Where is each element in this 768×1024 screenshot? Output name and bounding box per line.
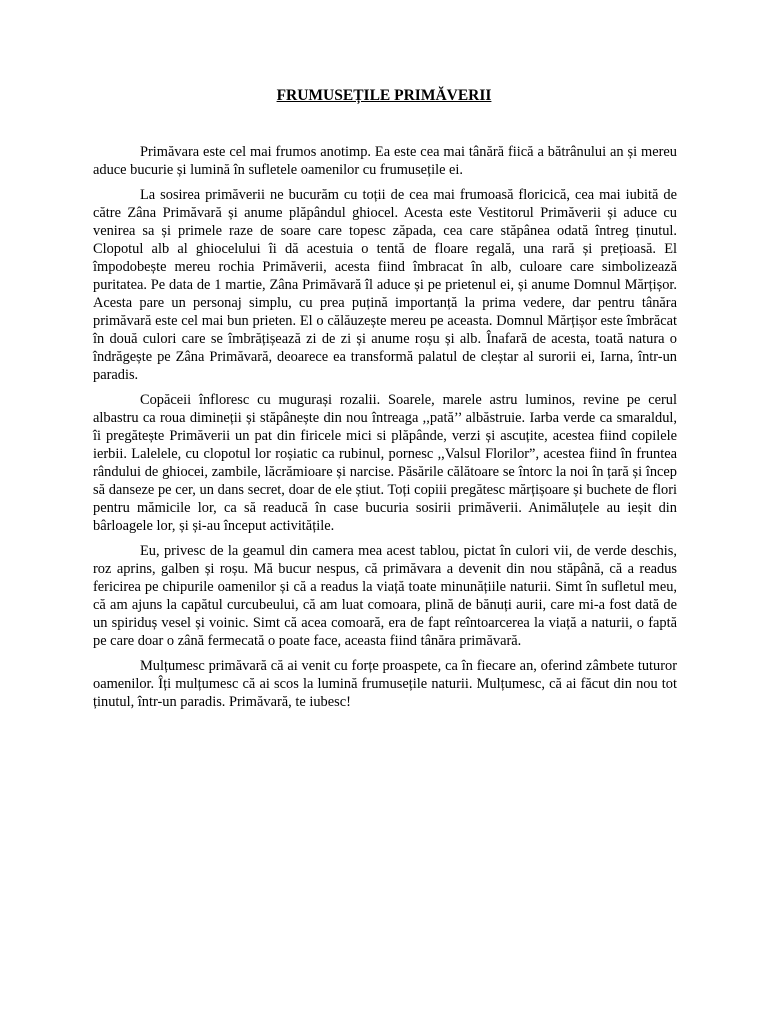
paragraph-4: Eu, privesc de la geamul din camera mea acest tablou, pictat în culori vii, de verde deschis, roz aprins, galben și roșu. Mă bucur nespus, că primăvara a devenit din nou stăpână, că a readus fericirea pe chipurile oamenilor și că a readus la viață toate minunățiile naturii. Simt în sufletul meu, că am ajuns la capătul curcubeului, că am luat comoara, plină de bănuți aurii, care mi-a fost dată de un spiriduș vesel și voinic. Simt că acea comoară, era de fapt reîntoarcerea la viață a naturii, o faptă pe care doar o zână fermecată o poate face, aceasta fiind tânăra primăvară. — [93, 543, 677, 649]
paragraph-1: Primăvara este cel mai frumos anotimp. Ea este cea mai tânără fiică a bătrânului an și mereu aduce bucurie și lumină în sufletele oamenilor cu frumusețile ei. — [93, 144, 677, 178]
paragraph-3: Copăceii înfloresc cu mugurași rozalii. Soarele, marele astru luminos, revine pe cerul albastru ca roua dimineții și stăpânește din nou întreaga ,,pată’’ albăstruie. Iarba verde ca smaraldul, îi pregătește Primăverii un pat din firicele mici si plăpânde, verzi și ascuțite, acestea fiind copilele ierbii. Lalelele, cu clopotul lor roșiatic ca rubinul, pornesc ,,Valsul Florilor”, acestea fiind în fruntea rândului de ghiocei, zambile, lăcrămioare și narcise. Păsările călătoare se întorc la noi în țară și încep să danseze pe cer, un dans secret, doar de ele știut. Toți copiii pregătesc mărțișoare și buchete de flori pentru mămicile lor, ca să readucă în case bucuria sosirii primăverii. Animăluțele au ieșit din bârloagele lor, și și-au început activitățile. — [93, 392, 677, 534]
document-body — [93, 143, 677, 718]
document-title: FRUMUSEȚILE PRIMĂVERII — [276, 87, 492, 104]
paragraph-2: La sosirea primăverii ne bucurăm cu toții de cea mai frumoasă floricică, cea mai iubită de către Zâna Primăvară și anume plăpândul ghiocel. Acesta este Vestitorul Primăverii și aduce cu venirea sa și primele raze de soare care topesc zăpada, cea care stăpânea odată întreg ținutul. Clopotul alb al ghiocelului îi dă acestuia o tentă de floare regală, una rară și prețioasă. El împodobește mereu rochia Primăverii, acesta fiind îmbracat în alb, culoare care simbolizează puritatea. Pe data de 1 martie, Zâna Primăvară îl aduce și pe prietenul ei, și anume Domnul Mărțișor. Acesta pare un personaj simplu, cu prea puțină importanță la prima vedere, dar pentru tânăra primăvară este cel mai bun prieten. El o călăuzește mereu pe aceasta. Domnul Mărțișor este îmbrăcat în două culori care se îmbrățișează zi de zi și anume roșu și alb. Înafară de acesta, toată natura o îndrăgește pe Zâna Primăvară, deoarece ea transformă palatul de cleștar al surorii ei, Iarna, într-un paradis. — [93, 187, 677, 383]
paragraph-5: Mulțumesc primăvară că ai venit cu forțe proaspete, ca în fiecare an, oferind zâmbete tuturor oamenilor. Îți mulțumesc că ai scos la lumină frumusețile naturii. Mulțumesc, că ai făcut din nou tot ținutul, într-un paradis. Primăvară, te iubesc! — [93, 658, 677, 710]
